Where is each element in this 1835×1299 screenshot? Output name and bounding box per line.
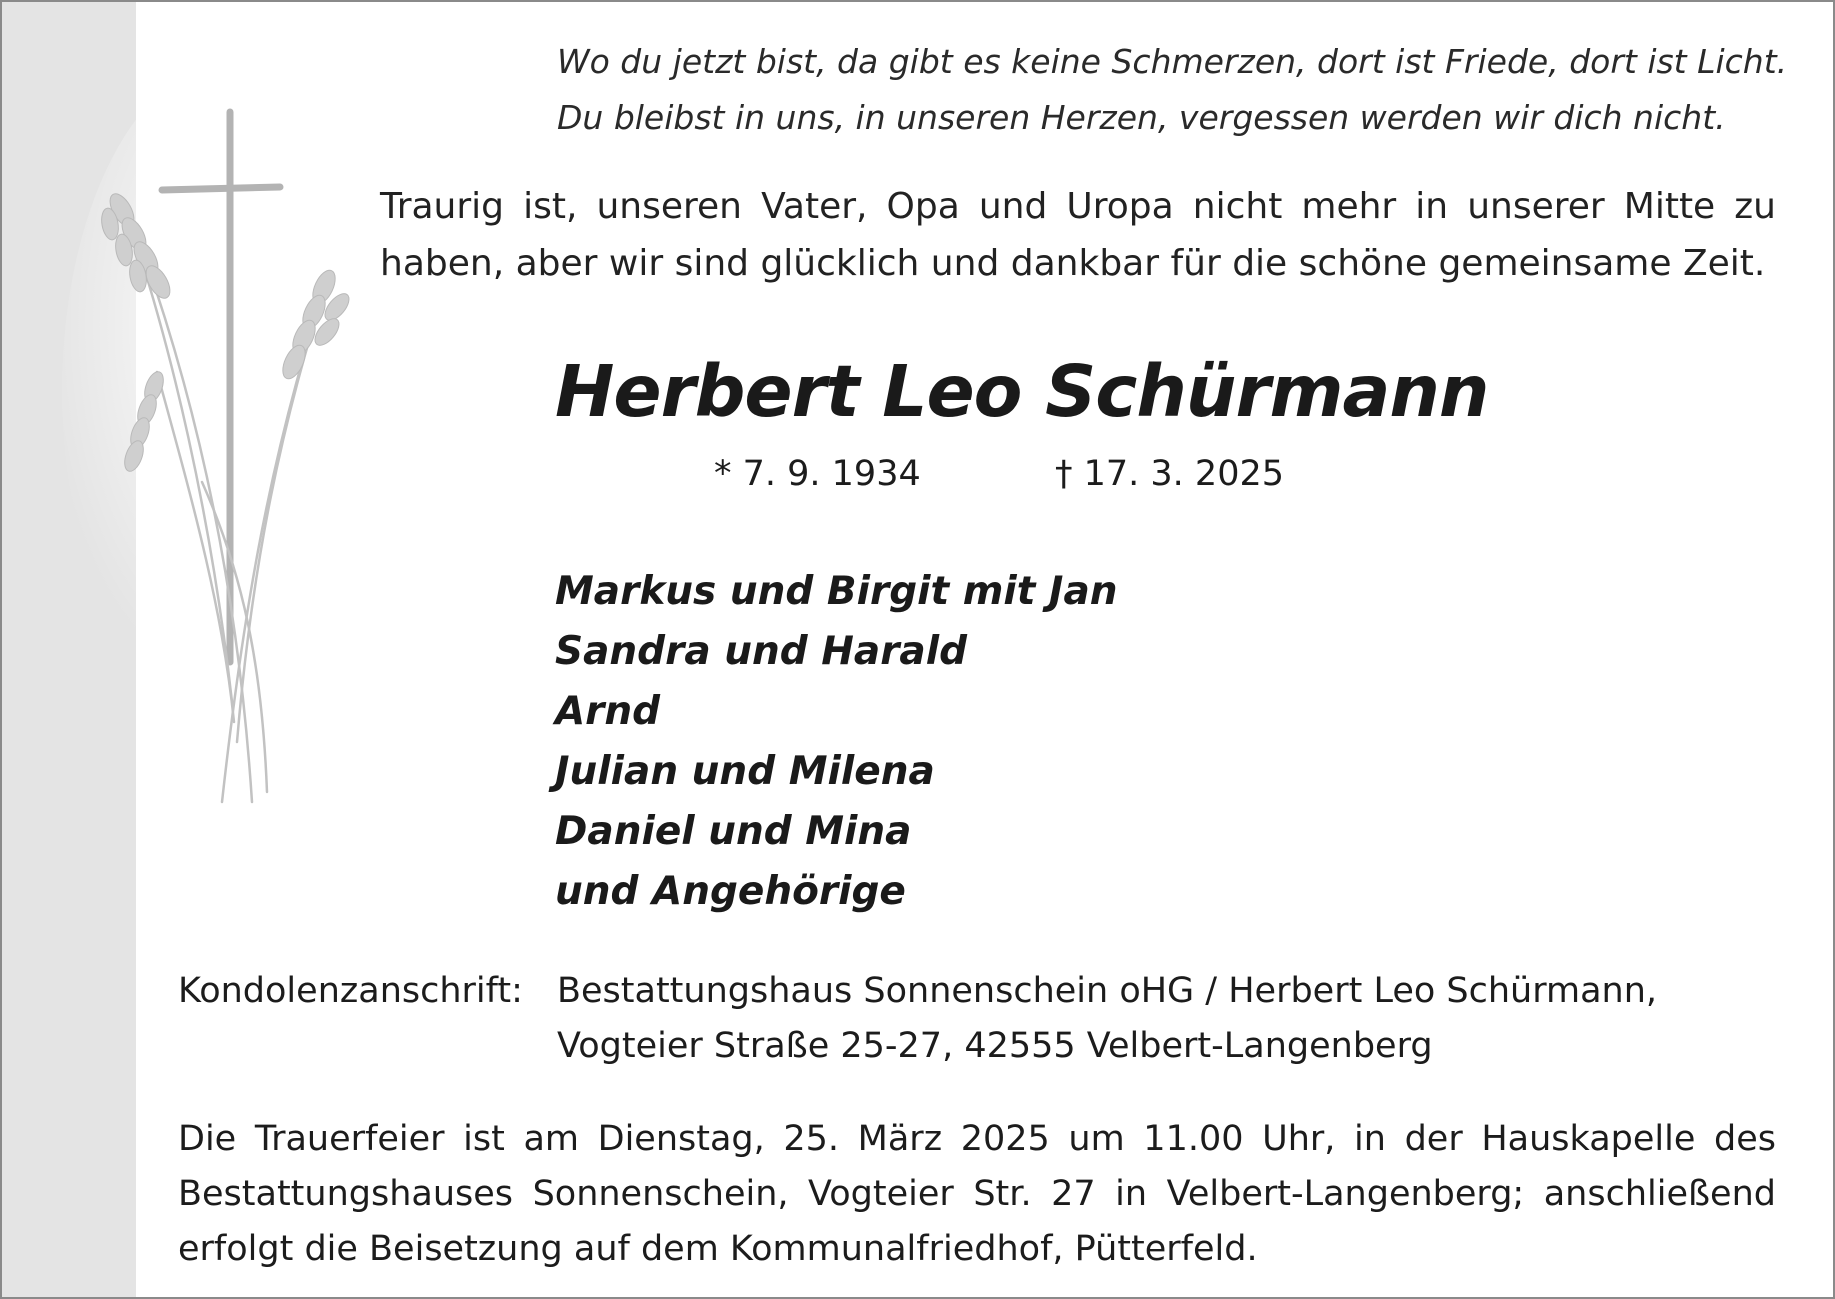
mourner-entry: Arnd <box>555 689 661 734</box>
quote-line: Du bleibst in uns, in unseren Herzen, vergessen werden wir dich nicht. <box>557 98 1726 137</box>
cross-with-wheat-icon <box>62 102 392 822</box>
mourners-list <box>555 562 1118 922</box>
service-line: Die Trauerfeier ist am Dienstag, 25. März 2025 um 11.00 Uhr, in der Hauskapelle des <box>178 1119 1776 1159</box>
condolence-address-line: Vogteier Straße 25-27, 42555 Velbert-Langenberg <box>557 1026 1433 1066</box>
intro-text <box>380 178 1776 292</box>
deceased-name: Herbert Leo Schürmann <box>555 350 1489 433</box>
service-details <box>178 1112 1776 1277</box>
mourner-entry: Sandra und Harald <box>555 629 968 674</box>
birth-date: * 7. 9. 1934 <box>714 454 921 494</box>
service-line: Bestattungshauses Sonnenschein, Vogteier Str. 27 in Velbert-Langenberg; anschließend <box>178 1174 1776 1214</box>
intro-line: Traurig ist, unseren Vater, Opa und Uropa nicht mehr in unserer Mitte zu <box>380 186 1776 227</box>
service-line: erfolgt die Beisetzung auf dem Kommunalfriedhof, Pütterfeld. <box>178 1229 1258 1269</box>
condolence-address <box>557 964 1657 1074</box>
death-date: † 17. 3. 2025 <box>1055 454 1285 494</box>
condolence-address-line: Bestattungshaus Sonnenschein oHG / Herbert Leo Schürmann, <box>557 971 1658 1011</box>
mourner-entry: Daniel und Mina <box>555 809 912 854</box>
mourner-entry: und Angehörige <box>555 869 906 914</box>
condolence-label: Kondolenzanschrift: <box>178 971 523 1011</box>
quote <box>557 34 1787 146</box>
intro-line: haben, aber wir sind glücklich und dankbar für die schöne gemeinsame Zeit. <box>380 243 1766 284</box>
mourner-entry: Markus und Birgit mit Jan <box>555 569 1118 614</box>
mourner-entry: Julian und Milena <box>555 749 935 794</box>
quote-line: Wo du jetzt bist, da gibt es keine Schmerzen, dort ist Friede, dort ist Licht. <box>557 42 1788 81</box>
